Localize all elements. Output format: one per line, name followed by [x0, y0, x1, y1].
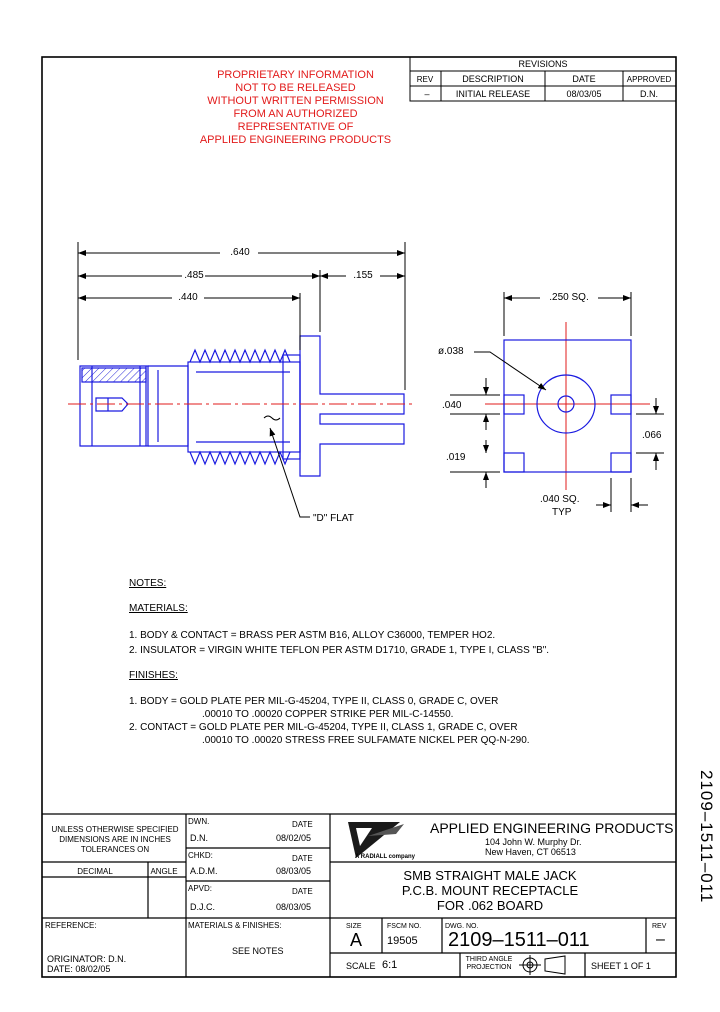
materials-line: 1. BODY & CONTACT = BRASS PER ASTM B16, ALLOY C36000, TEMPER HO2.	[129, 630, 496, 641]
dwg-label: DWG. NO.	[445, 923, 479, 930]
approved-header: APPROVED	[626, 75, 672, 84]
notice-line: WITHOUT WRITTEN PERMISSION	[207, 95, 384, 107]
originator-date: DATE: 08/02/05	[47, 964, 111, 974]
dim-hole: ø.038	[438, 346, 464, 357]
finishes-heading: FINISHES:	[129, 670, 178, 681]
dim-250-sq: .250 SQ.	[549, 292, 589, 303]
chkd-date-label: DATE	[292, 854, 313, 863]
date-header: DATE	[572, 74, 596, 84]
fscm-value: 19505	[387, 935, 418, 947]
projection-line: PROJECTION	[466, 964, 512, 971]
description-value: INITIAL RELEASE	[455, 89, 531, 99]
finishes-line: 2. CONTACT = GOLD PLATE PER MIL-G-45204, TYPE II, CLASS 1, GRADE C, OVER	[129, 722, 518, 733]
tolerance-line: UNLESS OTHERWISE SPECIFIED	[51, 825, 179, 834]
end-view	[504, 340, 631, 472]
reference-label: REFERENCE:	[45, 921, 97, 930]
date-value: 08/03/05	[566, 89, 602, 99]
dim-019: .019	[446, 452, 466, 463]
dwn-date-label: DATE	[292, 820, 313, 829]
apvd-date-label: DATE	[292, 887, 313, 896]
projection-line: THIRD ANGLE	[465, 956, 513, 963]
dwn-value: D.N.	[190, 833, 208, 843]
notes-heading: NOTES:	[129, 578, 167, 589]
side-drawing-number-text: 2109–1511–011	[697, 770, 716, 904]
drawing-title	[402, 868, 578, 913]
rev-value: –	[424, 89, 430, 99]
dwn-date: 08/02/05	[276, 833, 312, 843]
materials-finishes-label: MATERIALS & FINISHES:	[188, 921, 282, 930]
apvd-value: D.J.C.	[190, 902, 216, 912]
angle-label: ANGLE	[150, 867, 178, 876]
scale-label: SCALE	[346, 961, 376, 971]
apvd-date: 08/03/05	[276, 902, 312, 912]
see-notes: SEE NOTES	[232, 946, 284, 956]
description-header: DESCRIPTION	[462, 74, 524, 84]
chkd-value: A.D.M.	[190, 866, 218, 876]
approved-value: D.N.	[640, 89, 658, 99]
notice-line: FROM AN AUTHORIZED	[233, 108, 358, 120]
notice-line: REPRESENTATIVE OF	[237, 121, 354, 133]
dim-typ: TYP	[552, 507, 572, 518]
scale-value: 6:1	[382, 959, 398, 971]
title-line: FOR .062 BOARD	[436, 898, 544, 913]
notice-line: APPLIED ENGINEERING PRODUCTS	[199, 134, 392, 146]
notice-line: PROPRIETARY INFORMATION	[217, 69, 374, 81]
company-name: APPLIED ENGINEERING PRODUCTS	[430, 820, 674, 836]
logo-tagline: A RADIALL company	[355, 854, 416, 860]
rev-label: REV	[652, 923, 667, 930]
decimal-label: DECIMAL	[77, 867, 113, 876]
dim-040-sq: .040 SQ.	[540, 494, 580, 505]
dim-485: .485	[184, 270, 204, 281]
dim-440: .440	[178, 292, 198, 303]
sheet-info: SHEET 1 OF 1	[591, 961, 651, 971]
company-address-2: New Haven, CT 06513	[485, 847, 576, 857]
fscm-label: FSCM NO.	[387, 923, 422, 930]
finishes-line: .00010 TO .00020 COPPER STRIKE PER MIL-C-14550.	[202, 709, 454, 720]
finishes-line: .00010 TO .00020 STRESS FREE SULFAMATE NICKEL PER QQ-N-290.	[202, 735, 530, 746]
tolerance-line: TOLERANCES ON	[80, 845, 150, 854]
materials-line: 2. INSULATOR = VIRGIN WHITE TEFLON PER ASTM D1710, GRADE 1, TYPE I, CLASS "B".	[129, 645, 550, 656]
side-view	[80, 336, 404, 476]
dim-overall: .640	[230, 247, 250, 258]
d-flat-label: "D" FLAT	[313, 513, 354, 524]
tolerance-note	[52, 825, 179, 855]
dim-155: .155	[353, 270, 373, 281]
projection-label	[466, 956, 513, 972]
apvd-label: APVD:	[188, 884, 213, 893]
title-line: P.C.B. MOUNT RECEPTACLE	[401, 883, 579, 898]
size-label: SIZE	[346, 923, 362, 930]
rev-value: –	[656, 931, 665, 948]
finishes-line: 1. BODY = GOLD PLATE PER MIL-G-45204, TYPE II, CLASS 0, GRADE C, OVER	[129, 696, 499, 707]
title-line: SMB STRAIGHT MALE JACK	[403, 868, 577, 883]
notice-line: NOT TO BE RELEASED	[235, 82, 356, 94]
chkd-date: 08/03/05	[276, 866, 312, 876]
originator: ORIGINATOR: D.N.	[47, 954, 127, 964]
chkd-label: CHKD:	[188, 851, 213, 860]
size-value: A	[350, 930, 363, 950]
rev-header: REV	[416, 75, 434, 84]
materials-heading: MATERIALS:	[129, 603, 188, 614]
side-drawing-number	[668, 770, 720, 1000]
dim-066: .066	[642, 430, 662, 441]
tolerance-line: DIMENSIONS ARE IN INCHES	[59, 835, 171, 844]
company-address-1: 104 John W. Murphy Dr.	[485, 837, 582, 847]
revisions-title: REVISIONS	[518, 59, 568, 69]
dwn-label: DWN.	[188, 817, 210, 826]
dwg-number: 2109–1511–011	[448, 929, 590, 951]
dim-040: .040	[442, 400, 462, 411]
